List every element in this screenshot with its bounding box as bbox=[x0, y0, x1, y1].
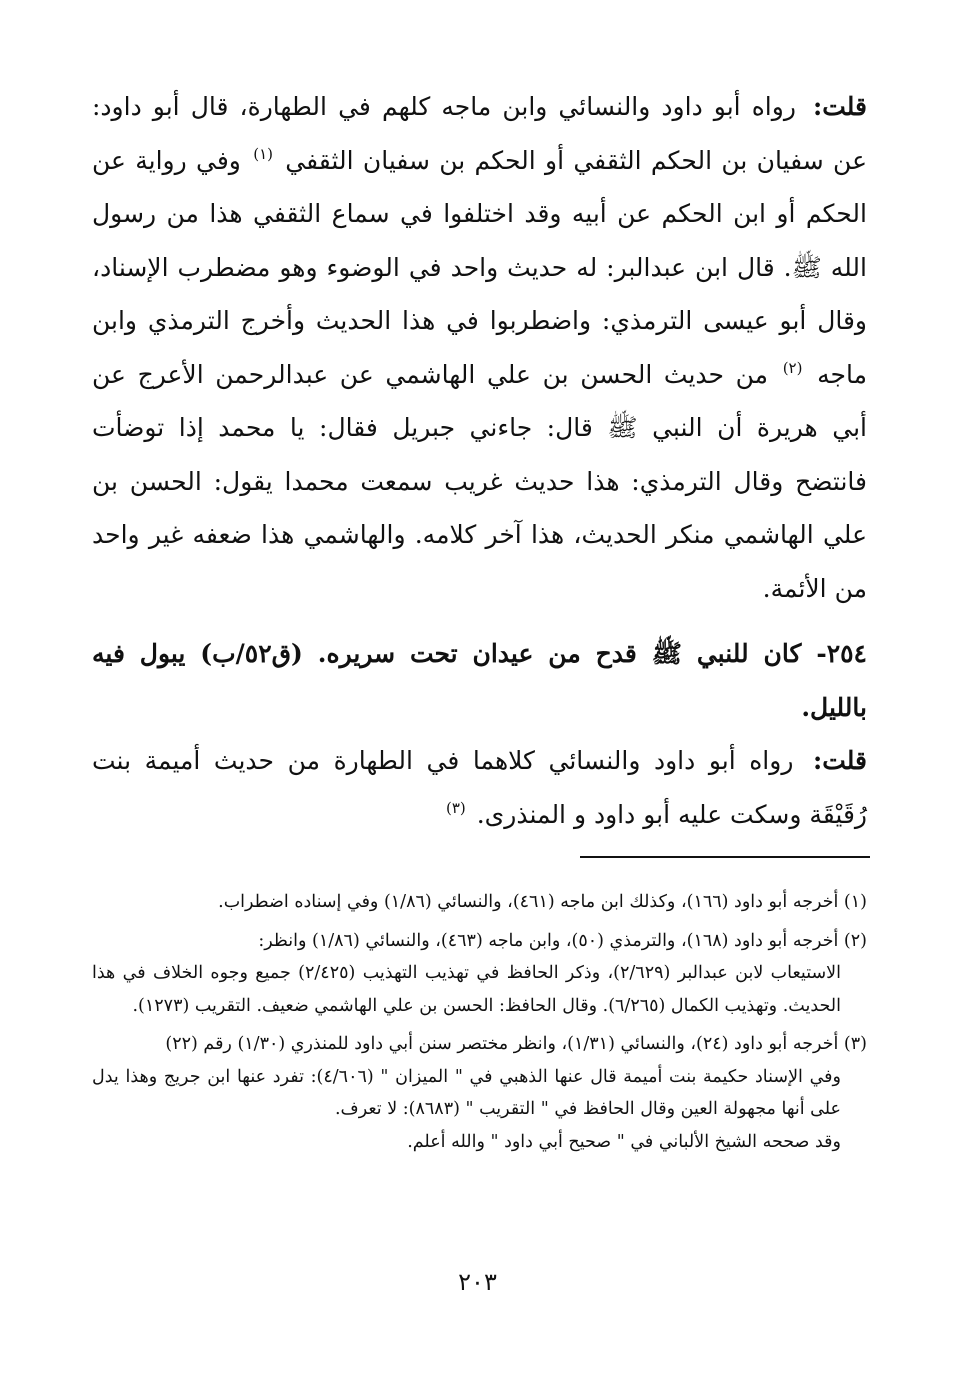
footnote-2-continuation: الاستيعاب لابن عبدالبر (٢/٦٢٩)، وذكر الحافظ في تهذيب التهذيب (٢/٤٢٥) جميع وجوه الخلاف في هذا الحديث. وتهذيب الكمال (٦/٢٦٥). وقال الحافظ: الحسن بن علي الهاشمي ضعيف. التقريب (١٢٧٣). bbox=[92, 963, 841, 1016]
footnote-3 bbox=[92, 1028, 867, 1158]
paragraph-1-text-c: من حديث الحسن بن علي الهاشمي عن عبدالرحمن الأعرج عن أبي هريرة أن النبي ﷺ قال: جاءني جبريل فقال: يا محمد إذا توضأت فانتضح وقال الترمذي: هذا حديث غريب سمعت محمدا يقول: الحسن بن علي الهاشمي منكر الحديث، هذا آخر كلامه. والهاشمي هذا ضعفه غير واحد من الأئمة. bbox=[92, 359, 867, 603]
footnotes bbox=[92, 886, 867, 1164]
footnote-ref-2[interactable]: (٢) bbox=[782, 359, 803, 378]
paragraph-1 bbox=[92, 80, 867, 615]
paragraph-1-text-a: رواه أبو داود والنسائي وابن ماجه كلهم في الطهارة، قال أبو داود: عن سفيان بن الحكم الثقفي أو الحكم بن سفيان الثقفي bbox=[92, 92, 867, 175]
footnote-1 bbox=[92, 886, 867, 919]
footnote-ref-3[interactable]: (٣) bbox=[446, 799, 466, 818]
page-number: ٢٠٣ bbox=[458, 1268, 497, 1296]
entry-heading-254: ٢٥٤- كان للنبي ﷺ قدح من عيدان تحت سريره. (ق٥٢/ب) يبول فيه بالليل. bbox=[92, 639, 867, 722]
main-text bbox=[92, 80, 867, 841]
footnote-3-text: (٣) أخرجه أبو داود (٢٤)، والنسائي (١/٣١)، وانظر مختصر سنن أبي داود للمنذري (١/٣٠) رقم (٢٢) bbox=[165, 1034, 867, 1054]
qultu-lead-2: قلت: bbox=[812, 746, 867, 775]
paragraph-2-text: رواه أبو داود والنسائي كلاهما في الطهارة من حديث أميمة بنت رُقَيْقَة وسكت عليه أبو داود و المنذرى. bbox=[92, 746, 867, 829]
footnote-2 bbox=[92, 925, 867, 1023]
footnote-3-continuation: وفي الإسناد حكيمة بنت أميمة قال عنها الذهبي في " الميزان " (٤/٦٠٦): تفرد عنها ابن جريج وهذا يدل على أنها مجهولة العين وقال الحافظ في " التقريب " (٨٦٨٣): لا تعرف. bbox=[92, 1066, 842, 1119]
footnote-3-continuation-2: وقد صححه الشيخ الألباني في " صحيح أبي داود " والله أعلم. bbox=[407, 1131, 841, 1152]
footnote-2-text: (٢) أخرجه أبو داود (١٦٨)، والترمذي (٥٠)، وابن ماجه (٤٦٣)، والنسائي (١/٨٦) وانظر: bbox=[258, 930, 867, 951]
paragraph-1-text-b: وفي رواية عن الحكم أو ابن الحكم عن أبيه وقد اختلفوا في سماع الثقفي هذا من رسول الله ﷺ. قال ابن عبدالبر: له حديث واحد في الوضوء وهو مضطرب الإسناد، وقال أبو عيسى الترمذي: واضطربوا في هذا الحديث وأخرج الترمذي وابن ماجه bbox=[92, 145, 867, 389]
footnote-ref-1[interactable]: (١) bbox=[253, 145, 273, 164]
qultu-lead: قلت: bbox=[812, 92, 867, 121]
footnote-1-text: (١) أخرجه أبو داود (١٦٦)، وكذلك ابن ماجه (٤٦١)، والنسائي (١/٨٦) وفي إسناده اضطراب. bbox=[218, 892, 867, 912]
footnote-divider bbox=[580, 856, 870, 858]
paragraph-2 bbox=[92, 734, 867, 841]
